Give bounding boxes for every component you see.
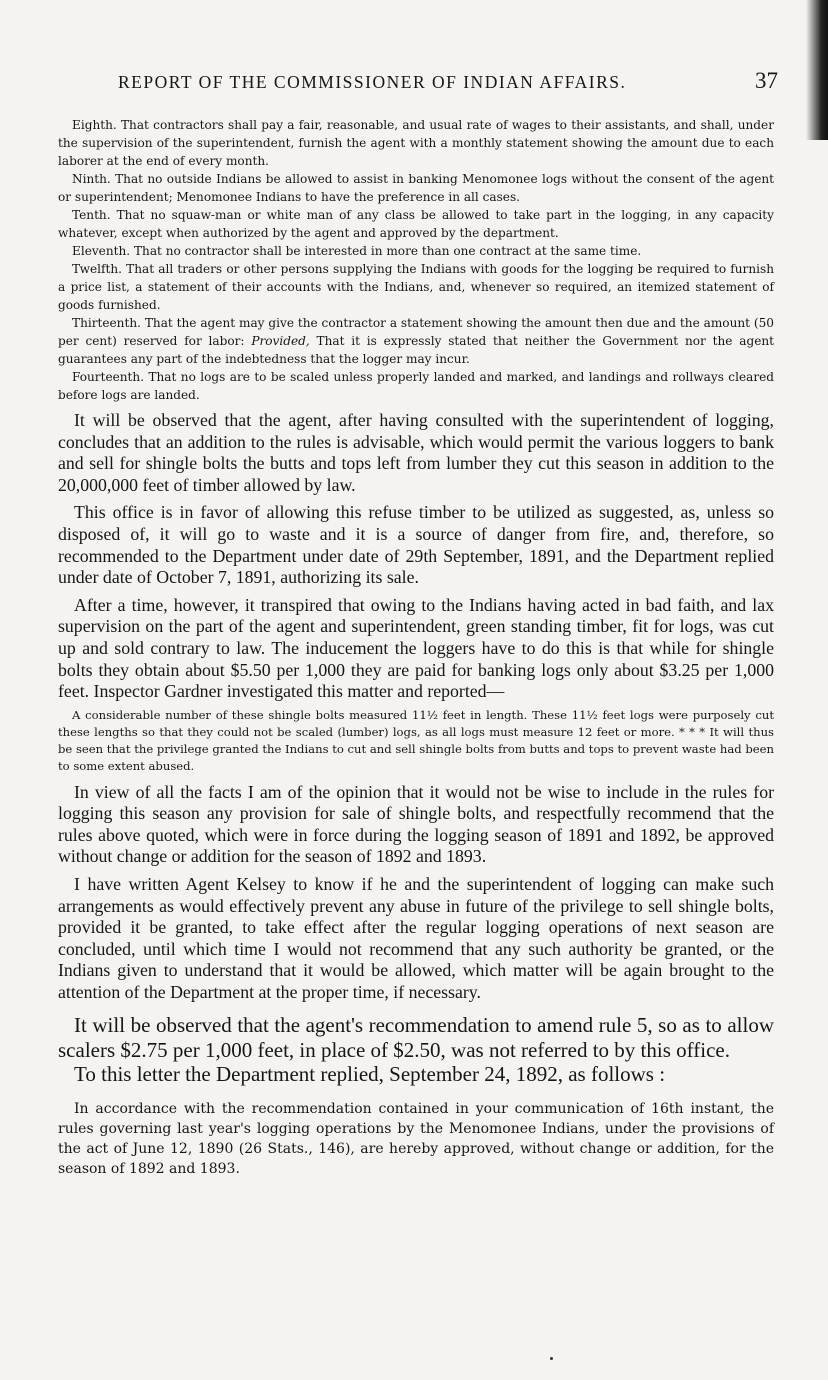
rule-thirteenth bbox=[58, 314, 774, 368]
body-paragraph: After a time, however, it transpired that owing to the Indians having acted in bad faith, and lax supervision on the part of the agent and superintendent, green standing timber, fit for logs, was cut up and sold contrary to law. The inducement the loggers have to do this is that while for shingle bolts they obtain about $5.50 per 1,000 they are paid for banking logs only about $3.25 per 1,000 feet. Inspector Gardner investigated this matter and reported— bbox=[58, 594, 774, 702]
rule-twelfth: Twelfth. That all traders or other persons supplying the Indians with goods for the logging be required to furnish a price list, a statement of their accounts with the Indians, and, whenever so required, an itemized statement of goods furnished. bbox=[58, 262, 774, 312]
ink-speck bbox=[550, 1357, 553, 1360]
page-number: 37 bbox=[755, 68, 778, 93]
rule-fourteenth: Fourteenth. That no logs are to be scaled unless properly landed and marked, and landings and rollways cleared before logs are landed. bbox=[58, 370, 774, 402]
rule-ninth: Ninth. That no outside Indians be allowed to assist in banking Menomonee logs without the consent of the agent or superintendent; Menomonee Indians to have the preference in all cases. bbox=[58, 172, 774, 204]
large-paragraph: To this letter the Department replied, September 24, 1892, as follows : bbox=[74, 1062, 666, 1087]
body-paragraph: In view of all the facts I am of the opinion that it would not be wise to include in the rules for logging this season any provision for sale of shingle bolts, and respectfully recommend that the rules above quoted, which were in force during the logging season of 1891 and 1892, be approved without change or addition for the season of 1892 and 1893. bbox=[58, 781, 774, 867]
rule-eleventh: Eleventh. That no contractor shall be interested in more than one contract at the same time. bbox=[72, 244, 642, 258]
page-edge-shadow bbox=[806, 0, 828, 140]
rule-tenth: Tenth. That no squaw-man or white man of any class be allowed to take part in the logging, in any capacity whatever, except when authorized by the agent and approved by the department. bbox=[58, 208, 774, 240]
rule-eighth: Eighth. That contractors shall pay a fair, reasonable, and usual rate of wages to their assistants, and shall, under the supervision of the superintendent, furnish the agent with a monthly statement showing the amount due to each laborer at the end of every month. bbox=[58, 118, 774, 168]
department-reply: In accordance with the recommendation contained in your communication of 16th instant, the rules governing last year's logging operations by the Menomonee Indians, under the provisions of the act of June 12, 1890 (26 Stats., 146), are hereby approved, without change or addition, for the season of 1892 and 1893. bbox=[58, 1100, 774, 1177]
running-header bbox=[118, 68, 778, 93]
body-paragraph: This office is in favor of allowing this refuse timber to be utilized as suggested, as, unless so disposed of, it will go to waste and it is a source of danger from fire, and, therefore, so recommended to the Department under date of 29th September, 1891, and the Department replied under date of October 7, 1891, authorizing its sale. bbox=[58, 502, 774, 588]
running-title: REPORT OF THE COMMISSIONER OF INDIAN AFFAIRS. bbox=[118, 72, 627, 92]
rule-thirteenth-provided: Provided, bbox=[251, 334, 310, 348]
body-paragraph: I have written Agent Kelsey to know if he and the superintendent of logging can make such arrangements as would effectively prevent any abuse in future of the privilege to sell shingle bolts, provided it be granted, to take effect after the regular logging operations of next season are concluded, until which time I would not recommend that any such authority be granted, or the Indians given to understand that it would be allowed, which matter will be again brought to the attention of the Department at the proper time, if necessary. bbox=[58, 873, 774, 1002]
page-body bbox=[58, 116, 774, 1179]
inspector-quote: A considerable number of these shingle bolts measured 11½ feet in length. These 11½ feet logs were purposely cut these lengths so that they could not be scaled (lumber) logs, as all logs must measure 12 feet or more. * * * It will thus be seen that the privilege granted the Indians to cut and sell shingle bolts from butts and tops to prevent waste had been to some extent abused. bbox=[58, 707, 774, 774]
body-paragraph: It will be observed that the agent, after having consulted with the superintendent of logging, concludes that an addition to the rules is advisable, which would permit the various loggers to bank and sell for shingle bolts the butts and tops left from lumber they cut this season in addition to the 20,000,000 feet of timber allowed by law. bbox=[58, 410, 774, 495]
large-paragraph: It will be observed that the agent's recommendation to amend rule 5, so as to allow scalers $2.75 per 1,000 feet, in place of $2.50, was not referred to by this office. bbox=[58, 1013, 774, 1062]
rule-thirteenth-before: Thirteenth. That the agent may give the contractor a statement showing the amount then due and the amount (50 per cent) reserved for labor: bbox=[58, 316, 774, 348]
rule-thirteenth-after: That it is expressly stated that neither the Government nor the agent guarantees any part of the indebtedness that the logger may incur. bbox=[58, 334, 774, 366]
